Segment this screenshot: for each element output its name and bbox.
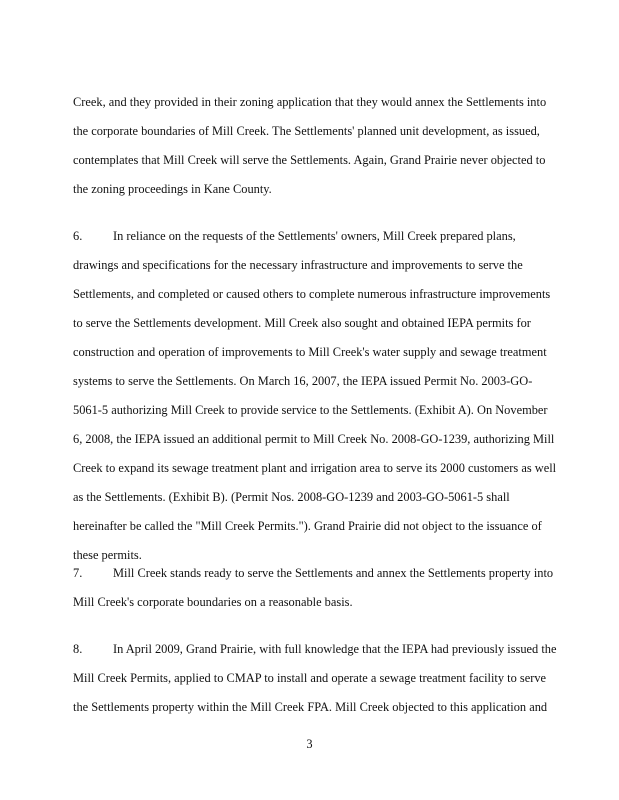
page-number: 3 (306, 737, 313, 751)
text-line: as the Settlements. (Exhibit B). (Permit Nos. 2008-GO-1239 and 2003-GO-5061-5 shall (73, 490, 510, 504)
text-line: to serve the Settlements development. Mill Creek also sought and obtained IEPA permits for (73, 316, 531, 330)
text-line: drawings and specifications for the necessary infrastructure and improvements to serve the (73, 258, 523, 272)
text-line: 6, 2008, the IEPA issued an additional permit to Mill Creek No. 2008-GO-1239, authorizing Mill (73, 432, 555, 446)
paragraph-number: 6. (73, 229, 83, 243)
text-line: Mill Creek's corporate boundaries on a reasonable basis. (73, 595, 353, 609)
paragraph-8 (73, 635, 557, 722)
text-line: Creek, and they provided in their zoning application that they would annex the Settlements into (73, 95, 547, 109)
text-line: Settlements, and completed or caused others to complete numerous infrastructure improvements (73, 287, 551, 301)
text-line: 5061-5 authorizing Mill Creek to provide service to the Settlements. (Exhibit A). On November (73, 403, 548, 417)
text-line: Creek to expand its sewage treatment plant and irrigation area to serve its 2000 customers as well (73, 461, 557, 475)
text-line: the Settlements property within the Mill Creek FPA. Mill Creek objected to this application and (73, 700, 548, 714)
text-line: Mill Creek stands ready to serve the Settlements and annex the Settlements property into (113, 566, 554, 580)
text-line: the zoning proceedings in Kane County. (73, 182, 272, 196)
text-line: In April 2009, Grand Prairie, with full knowledge that the IEPA had previously issued the (113, 642, 557, 656)
paragraph-7 (73, 559, 553, 617)
text-line: In reliance on the requests of the Settlements' owners, Mill Creek prepared plans, (113, 229, 516, 243)
text-line: contemplates that Mill Creek will serve the Settlements. Again, Grand Prairie never objected to (73, 153, 546, 167)
text-line: the corporate boundaries of Mill Creek. The Settlements' planned unit development, as issued, (73, 124, 540, 138)
paragraph-number: 8. (73, 642, 83, 656)
paragraph-6 (73, 222, 557, 570)
paragraph-continuation (73, 88, 553, 204)
text-line: systems to serve the Settlements. On March 16, 2007, the IEPA issued Permit No. 2003-GO- (73, 374, 533, 388)
paragraph-number: 7. (73, 566, 83, 580)
text-line: construction and operation of improvements to Mill Creek's water supply and sewage treatment (73, 345, 547, 359)
text-line: hereinafter be called the "Mill Creek Permits."). Grand Prairie did not object to the issuance of (73, 519, 542, 533)
text-line: these permits. (73, 548, 142, 562)
text-line: Mill Creek Permits, applied to CMAP to install and operate a sewage treatment facility to serve (73, 671, 547, 685)
